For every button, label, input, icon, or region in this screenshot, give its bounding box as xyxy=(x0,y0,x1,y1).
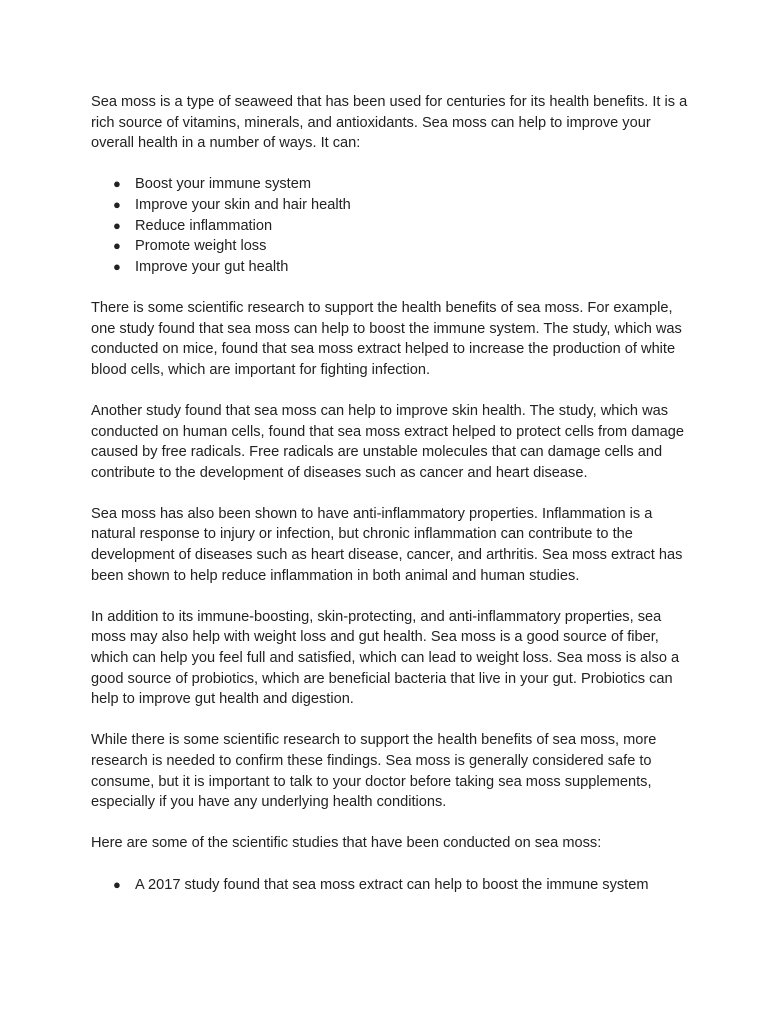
skin-health-paragraph: Another study found that sea moss can help to improve skin health. The study, which was conducted on human cells, found that sea moss extract helped to protect cells from damage caused by free radicals. Free radicals are unstable molecules that can damage cells and contribute to the development of diseases such as cancer and heart disease. xyxy=(91,402,684,481)
studies-list xyxy=(91,875,691,896)
safety-paragraph: While there is some scientific research to support the health benefits of sea moss, more research is needed to confirm these findings. Sea moss is generally considered safe to consume, but it is important to talk to your doctor before taking sea moss supplements, especially if you have any underlying health conditions. xyxy=(91,732,657,811)
list-item xyxy=(91,257,691,278)
list-item xyxy=(91,875,691,896)
bullet-icon: ● xyxy=(113,238,121,254)
benefits-list xyxy=(91,174,691,277)
list-item xyxy=(91,216,691,237)
list-item xyxy=(91,174,691,195)
list-item-text: A 2017 study found that sea moss extract can help to boost the immune system xyxy=(135,876,649,893)
list-item-text: Improve your skin and hair health xyxy=(135,196,351,213)
research-paragraph: There is some scientific research to support the health benefits of sea moss. For example, one study found that sea moss can help to boost the immune system. The study, which was conducted on mice, found that sea moss extract helped to increase the production of white blood cells, which are important for fighting infection. xyxy=(91,299,682,378)
studies-intro-paragraph: Here are some of the scientific studies that have been conducted on sea moss: xyxy=(91,835,602,852)
document-page xyxy=(91,92,691,916)
list-item xyxy=(91,195,691,216)
list-item-text: Reduce inflammation xyxy=(135,217,273,234)
intro-paragraph: Sea moss is a type of seaweed that has been used for centuries for its health benefits. It is a rich source of vitamins, minerals, and antioxidants. Sea moss can help to improve your overall health in a number of ways. It can: xyxy=(91,94,688,152)
anti-inflammatory-paragraph: Sea moss has also been shown to have anti-inflammatory properties. Inflammation is a natural response to injury or infection, but chronic inflammation can contribute to the development of diseases such as heart disease, cancer, and arthritis. Sea moss extract has been shown to help reduce inflammation in both animal and human studies. xyxy=(91,505,683,584)
bullet-icon: ● xyxy=(113,876,121,892)
list-item-text: Boost your immune system xyxy=(135,176,311,193)
list-item xyxy=(91,236,691,257)
bullet-icon: ● xyxy=(113,176,121,192)
list-item-text: Improve your gut health xyxy=(135,258,289,275)
list-item-text: Promote weight loss xyxy=(135,238,267,255)
bullet-icon: ● xyxy=(113,217,121,233)
weight-gut-paragraph: In addition to its immune-boosting, skin-protecting, and anti-inflammatory properties, sea moss may also help with weight loss and gut health. Sea moss is a good source of fiber, which can help you feel full and satisfied, which can lead to weight loss. Sea moss is also a good source of probiotics, which are beneficial bacteria that live in your gut. Probiotics can help to improve gut health and digestion. xyxy=(91,608,680,708)
bullet-icon: ● xyxy=(113,196,121,212)
bullet-icon: ● xyxy=(113,258,121,274)
